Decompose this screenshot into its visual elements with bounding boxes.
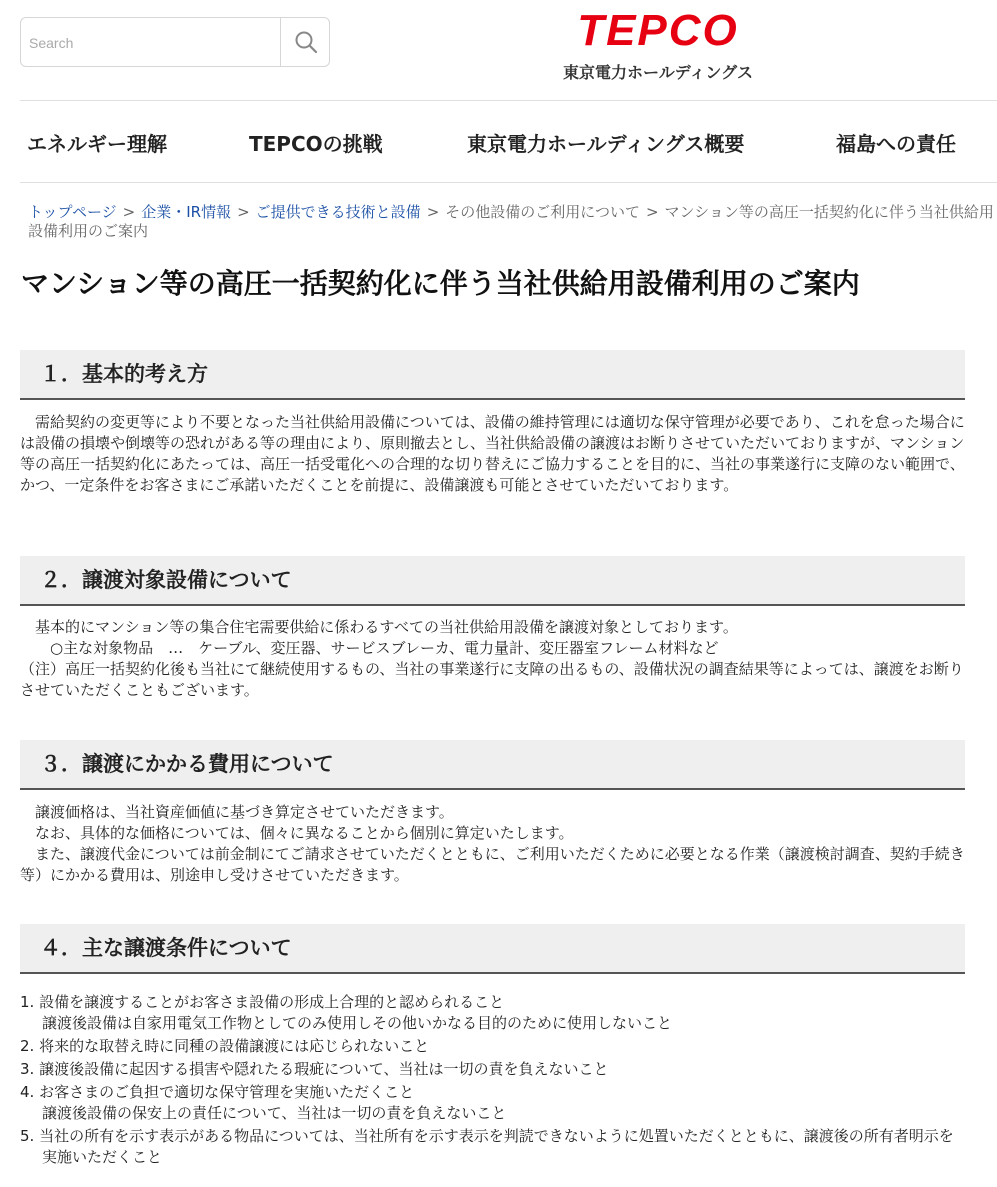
list-number: 4. bbox=[20, 1083, 35, 1101]
search-button[interactable] bbox=[280, 18, 331, 66]
conditions-list bbox=[20, 992, 965, 1170]
list-number: 1. bbox=[20, 993, 35, 1011]
nav-item-fukushima[interactable]: 福島への責任 bbox=[836, 132, 956, 156]
section-body-target-equipment bbox=[20, 617, 965, 701]
list-number: 3. bbox=[20, 1060, 35, 1078]
breadcrumb-technology[interactable]: ご提供できる技術と設備 bbox=[255, 203, 421, 221]
breadcrumb-current: マンション等の高圧一括契約化に伴う当社供給用設備利用のご案内 bbox=[28, 203, 994, 240]
paragraph: （注）高圧一括契約化後も当社にて継続使用するもの、当社の事業遂行に支障の出るもの、設備状況の調査結果等によっては、譲渡をお断りさせていただくこともございます。 bbox=[20, 660, 964, 699]
list-text: 将来的な取替え時に同種の設備譲渡には応じられないこと bbox=[39, 1037, 430, 1055]
breadcrumb-separator: > bbox=[122, 203, 136, 221]
paragraph: ○主な対象物品 … ケーブル、変圧器、サービスブレーカ、電力量計、変圧器室フレーム材料など bbox=[20, 639, 719, 657]
search-box bbox=[20, 17, 330, 67]
divider bbox=[20, 100, 997, 101]
paragraph: 需給契約の変更等により不要となった当社供給用設備については、設備の維持管理には適切な保守管理が必要であり、これを怠った場合には設備の損壊や倒壊等の恐れがある等の理由により、原則撤去とし、当社供給設備の譲渡はお断りさせていただいておりますが、マンション等の高圧一括契約化にあたっては、高圧一括受電化への合理的な切り替えにご協力することを目的に、当社の事業遂行に支障のない範囲で、かつ、一定条件をお客さまにご承諾いただくことを前提に、設備譲渡も可能とさせていただいております。 bbox=[20, 413, 965, 494]
breadcrumb-corporate-ir[interactable]: 企業・IR情報 bbox=[141, 203, 232, 221]
list-subtext: 譲渡後設備の保安上の責任について、当社は一切の責を負えないこと bbox=[42, 1104, 507, 1122]
breadcrumb-separator: > bbox=[645, 203, 659, 221]
section-heading-transfer-cost: ３．譲渡にかかる費用について bbox=[20, 740, 965, 790]
search-icon bbox=[294, 30, 318, 54]
page-title: マンション等の高圧一括契約化に伴う当社供給用設備利用のご案内 bbox=[21, 267, 860, 300]
paragraph: 基本的にマンション等の集合住宅需要供給に係わるすべての当社供給用設備を譲渡対象としております。 bbox=[20, 618, 738, 636]
breadcrumb-separator: > bbox=[237, 203, 250, 221]
logo-mark: TEPCO bbox=[577, 6, 739, 55]
nav-item-energy[interactable]: エネルギー理解 bbox=[27, 132, 167, 156]
list-text: 当社の所有を示す表示がある物品については、当社所有を示す表示を判読できないように処置いただくとともに、譲渡後の所有者明示を実施いただくこと bbox=[39, 1127, 954, 1166]
list-item bbox=[20, 992, 965, 1034]
breadcrumb-separator: > bbox=[426, 203, 440, 221]
breadcrumb-other-facilities: その他設備のご利用について bbox=[445, 203, 640, 221]
paragraph: 譲渡価格は、当社資産価値に基づき算定させていただきます。 bbox=[20, 803, 454, 821]
list-item bbox=[20, 1059, 965, 1080]
paragraph: また、譲渡代金については前金制にてご請求させていただくとともに、ご利用いただくために必要となる作業（譲渡検討調査、契約手続き等）にかかる費用は、別途申し受けさせていただきます。 bbox=[20, 845, 965, 884]
list-item bbox=[20, 1126, 965, 1168]
breadcrumb bbox=[28, 203, 997, 241]
section-heading-transfer-conditions: ４．主な譲渡条件について bbox=[20, 924, 965, 974]
logo-subtitle: 東京電力ホールディングス bbox=[563, 63, 753, 82]
list-text: 譲渡後設備に起因する損害や隠れたる瑕疵について、当社は一切の責を負えないこと bbox=[39, 1060, 609, 1078]
list-number: 5. bbox=[20, 1127, 35, 1145]
breadcrumb-top[interactable]: トップページ bbox=[28, 203, 117, 221]
tepco-logo[interactable] bbox=[548, 8, 768, 88]
search-input[interactable] bbox=[27, 28, 281, 58]
list-item bbox=[20, 1082, 965, 1124]
section-body-basic-policy bbox=[20, 412, 965, 496]
section-body-transfer-cost bbox=[20, 802, 965, 886]
list-text: 設備を譲渡することがお客さま設備の形成上合理的と認められること bbox=[39, 993, 505, 1011]
list-subtext: 譲渡後設備は自家用電気工作物としてのみ使用しその他いかなる目的のために使用しないこと bbox=[42, 1014, 673, 1032]
paragraph: なお、具体的な価格については、個々に異なることから個別に算定いたします。 bbox=[20, 824, 574, 842]
section-heading-basic-policy: １．基本的考え方 bbox=[20, 350, 965, 400]
list-number: 2. bbox=[20, 1037, 35, 1055]
list-text: お客さまのご負担で適切な保守管理を実施いただくこと bbox=[39, 1083, 415, 1101]
nav-item-hd-overview[interactable]: 東京電力ホールディングス概要 bbox=[467, 132, 745, 156]
section-heading-target-equipment: ２．譲渡対象設備について bbox=[20, 556, 965, 606]
nav-item-tepco-challenge[interactable]: TEPCOの挑戦 bbox=[249, 132, 383, 156]
divider bbox=[20, 182, 997, 183]
list-item bbox=[20, 1036, 965, 1057]
